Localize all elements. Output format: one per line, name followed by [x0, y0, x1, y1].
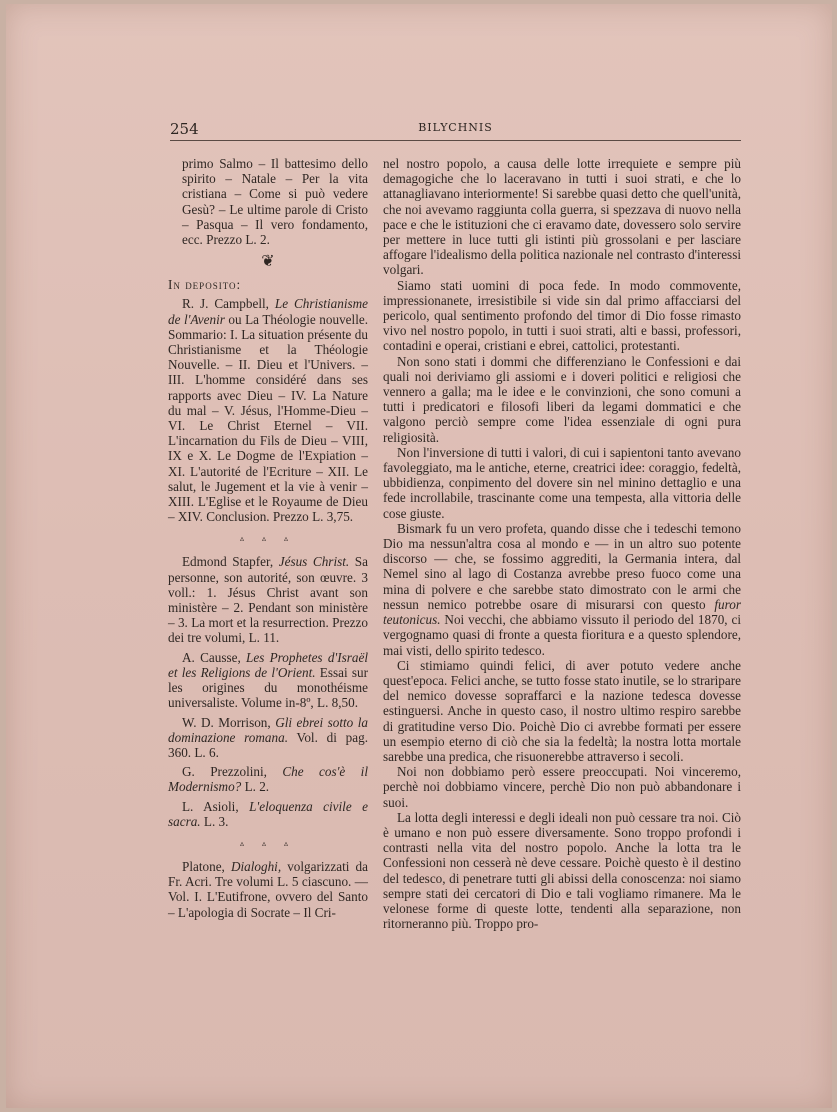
page-header: [170, 120, 741, 141]
body-paragraph: Bismark fu un vero profeta, quando disse che i tedeschi temono Dio ma nessun'altra cosa al mondo e — in un altro suo potente discorso — che, se fossimo aggrediti, la Germania intera, dal Nemel sino al lago di Costanza avrebbe preso fuoco come una mina di polvere e che sarebbe stato dimostrato con le armi che nessun nemico potrebbe osare di misurarsi con questo furor teutonicus. Noi vecchi, che abbiamo vissuto il periodo del 1870, ci vergognamo quasi di fronte a questa fioritura e a questo splendore, mai visti, dello spirito tedesco.: [383, 520, 741, 658]
body-paragraph: Siamo stati uomini di poca fede. In modo commovente, impressionanete, irresistibile si vide sin dal primo affacciarsi del pericolo, qual sentimento profondo del timor di Dio fosse rimasto vivo nel nostro popolo, in tutti i suoi strati, alti e bassi, professori, contadini e operai, cristiani e ebrei, cattolici, protestanti.: [383, 277, 741, 354]
right-column: [383, 156, 741, 931]
body-paragraph: Non l'inversione di tutti i valori, di cui i sapientoni tanto avevano favoleggiato, ma le antiche, eterne, creatrici idee: coraggio, fedeltà, ubbidienza, conpimento del dovere sin nel minino dettaglio e una fede incrollabile, trascinante come una tempesta, alla vittoria delle cose giuste.: [383, 444, 741, 521]
book-entry-campbell: R. J. Campbell, Le Christianisme de l'Avenir ou La Théologie nouvelle. Sommario: I. La situation présente du Christianisme et la Théologie Nouvelle. – II. Dieu et l'Univers. – III. L'homme considéré dans ses rapports avec Dieu – IV. La Nature du mal – V. Jésus, l'Homme-Dieu – VI. Le Christ Eternel – VII. L'incarnation du Fils de Dieu – VIII, IX e X. Le Dogme de l'Expiation – XI. L'autorité de l'Ecriture – XII. Le salut, le Jugement et la vie à venir – XIII. L'Eglise et le Royaume de Dieu – XIV. Conclusion. Prezzo L. 3,75.: [168, 296, 369, 525]
intro-paragraph: primo Salmo – Il battesimo dello spirito – Natale – Per la vita cristiana – Come si può vedere Gesù? – Le ultime parole di Cristo – Pasqua – Il vero fondamento, ecc. Prezzo L. 2.: [182, 156, 368, 248]
book-entry-morrison: W. D. Morrison, Gli ebrei sotto la dominazione romana. Vol. di pag. 360. L. 6.: [168, 714, 368, 760]
left-column: [168, 156, 368, 920]
leaf-ornament-icon: ❦: [261, 253, 275, 271]
body-paragraph: Ci stimiamo quindi felici, di aver potuto vedere anche quest'epoca. Felici anche, se tutto fosse stato inutile, se lo straripare del nemico dovesse sopraffarci e la nazione tedesca dovesse estinguersi. Anche in questo caso, il nostro ultimo respiro sarebbe di gratitudine verso Dio. Poichè Dio ci avrebbe formati per essere un esempio eterno di ciò che sia la fedeltà; la nostra lotta mortale sarebbe una predica, che risuonerebbe attraverso i secoli.: [383, 657, 741, 764]
section-heading-deposito: In deposito:: [168, 277, 242, 293]
book-entry-causse: A. Causse, Les Prophetes d'Israël et les Religions de l'Orient. Essai sur les origines du monothéisme universaliste. Volume in-8º, L. 8,50.: [168, 649, 368, 711]
running-head: BILYCHNIS: [418, 121, 493, 134]
body-paragraph: nel nostro popolo, a causa delle lotte irrequiete e sempre più demagogiche che lo laceravano in tutti i suoi strati, e che lo attanagliavano interiormente! Si sarebbe quasi detto che quell'unità, che noi avevamo raggiunta colla guerra, si spezzava di nuovo nella pace e che le istituzioni che ci eravamo date, dovessero solo servire per mettere in luce tutti gli istinti più grossolani e per lasciare affogare l'idealismo della politica nazionale nel contrasto d'interessi volgari.: [383, 156, 741, 278]
book-entry-asioli: L. Asioli, L'eloquenza civile e sacra. L. 3.: [168, 798, 368, 829]
book-entry-platone: Platone, Dialoghi, volgarizzati da Fr. Acri. Tre volumi L. 5 ciascuno. — Vol. I. L'Eutifrone, ovvero del Santo – L'apologia di Socrate – Il Cri-: [168, 858, 368, 920]
separator-triangles: ▵ ▵ ▵: [239, 534, 297, 544]
book-entry-prezzolini: G. Prezzolini, Che cos'è il Modernismo? L. 2.: [168, 764, 368, 795]
separator-triangles: ▵ ▵ ▵: [239, 838, 297, 848]
book-entry-stapfer: Edmond Stapfer, Jésus Christ. Sa personne, son autorité, son œuvre. 3 voll.: 1. Jésus Christ avant son ministère – 2. Pendant son ministère – 3. La mort et la resurrection. Prezzo dei tre volumi, L. 11.: [168, 554, 368, 646]
page-number: 254: [170, 120, 199, 138]
page: [6, 4, 832, 1108]
body-paragraph: La lotta degli interessi e degli ideali non può cessare tra noi. Ciò è umano e non può essere diversamente. Sono troppo profondi i contrasti nella vita del nostro popolo. Anche la lotta tra le Confessioni non cesserà nè deve cessare. Poichè questo è il destino del tedesco, di penetrare tutti gli abissi della conoscenza: noi siamo sempre stati dei cercatori di Dio e tali vogliamo rimanere. Ma le velonese forme di queste lotte, tendenti alla separazione, non ritorneranno più. Troppo pro-: [383, 809, 741, 932]
body-paragraph: Noi non dobbiamo però essere preoccupati. Noi vinceremo, perchè noi dobbiamo vincere, perchè Dio non può abbandonare i suoi.: [383, 764, 741, 810]
body-paragraph: Non sono stati i dommi che differenziano le Confessioni e dai quali noi deriviamo gli assiomi e i doveri politici e religiosi che vennero a galla; ma le idee e le convinzioni, che sono comuni a tutti i predicatori e filosofi liberi da legami dommatici e che valgono perciò sempre come l'idea essenziale di ogni pura religiosità.: [383, 353, 741, 445]
